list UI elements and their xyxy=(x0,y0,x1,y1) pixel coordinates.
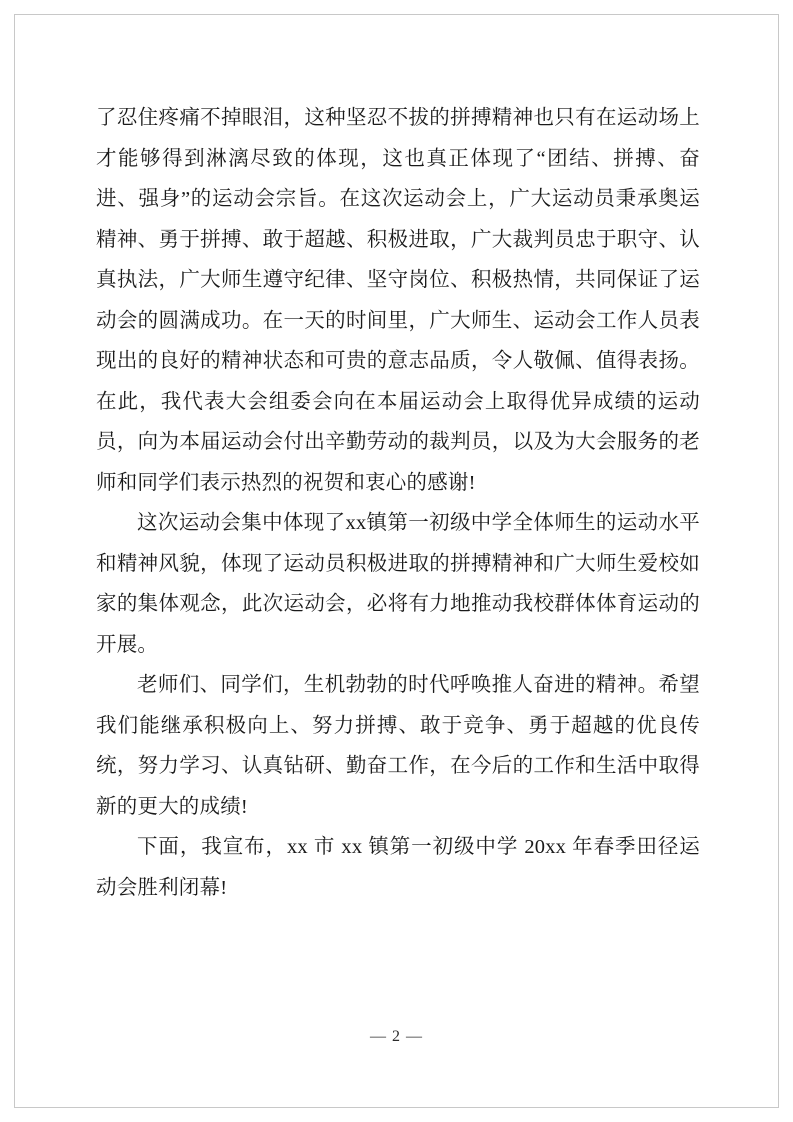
paragraph-1: 了忍住疼痛不掉眼泪，这种坚忍不拔的拼搏精神也只有在运动场上才能够得到淋漓尽致的体现，这也真正体现了“团结、拼搏、奋进、强身”的运动会宗旨。在这次运动会上，广大运动员秉承奥运精神、勇于拼搏、敢于超越、积极进取，广大裁判员忠于职守、认真执法，广大师生遵守纪律、坚守岗位、积极热情，共同保证了运动会的圆满成功。在一天的时间里，广大师生、运动会工作人员表现出的良好的精神状态和可贵的意志品质，令人敬佩、值得表扬。在此，我代表大会组委会向在本届运动会上取得优异成绩的运动员，向为本届运动会付出辛勤劳动的裁判员，以及为大会服务的老师和同学们表示热烈的祝贺和衷心的感谢! xyxy=(96,107,700,494)
document-body xyxy=(96,98,700,908)
paragraph-3: 老师们、同学们，生机勃勃的时代呼唤推人奋进的精神。希望我们能继承积极向上、努力拼搏、敢于竞争、勇于超越的优良传统，努力学习、认真钻研、勤奋工作，在今后的工作和生活中取得新的更大的成绩! xyxy=(96,674,700,818)
paragraph-2: 这次运动会集中体现了xx镇第一初级中学全体师生的运动水平和精神风貌，体现了运动员积极进取的拼搏精神和广大师生爱校如家的集体观念，此次运动会，必将有力地推动我校群体体育运动的开展。 xyxy=(96,512,700,656)
paragraph-4: 下面，我宣布，xx 市 xx 镇第一初级中学 20xx 年春季田径运动会胜利闭幕! xyxy=(96,836,700,899)
page-number-footer: — 2 — xyxy=(370,1028,423,1045)
